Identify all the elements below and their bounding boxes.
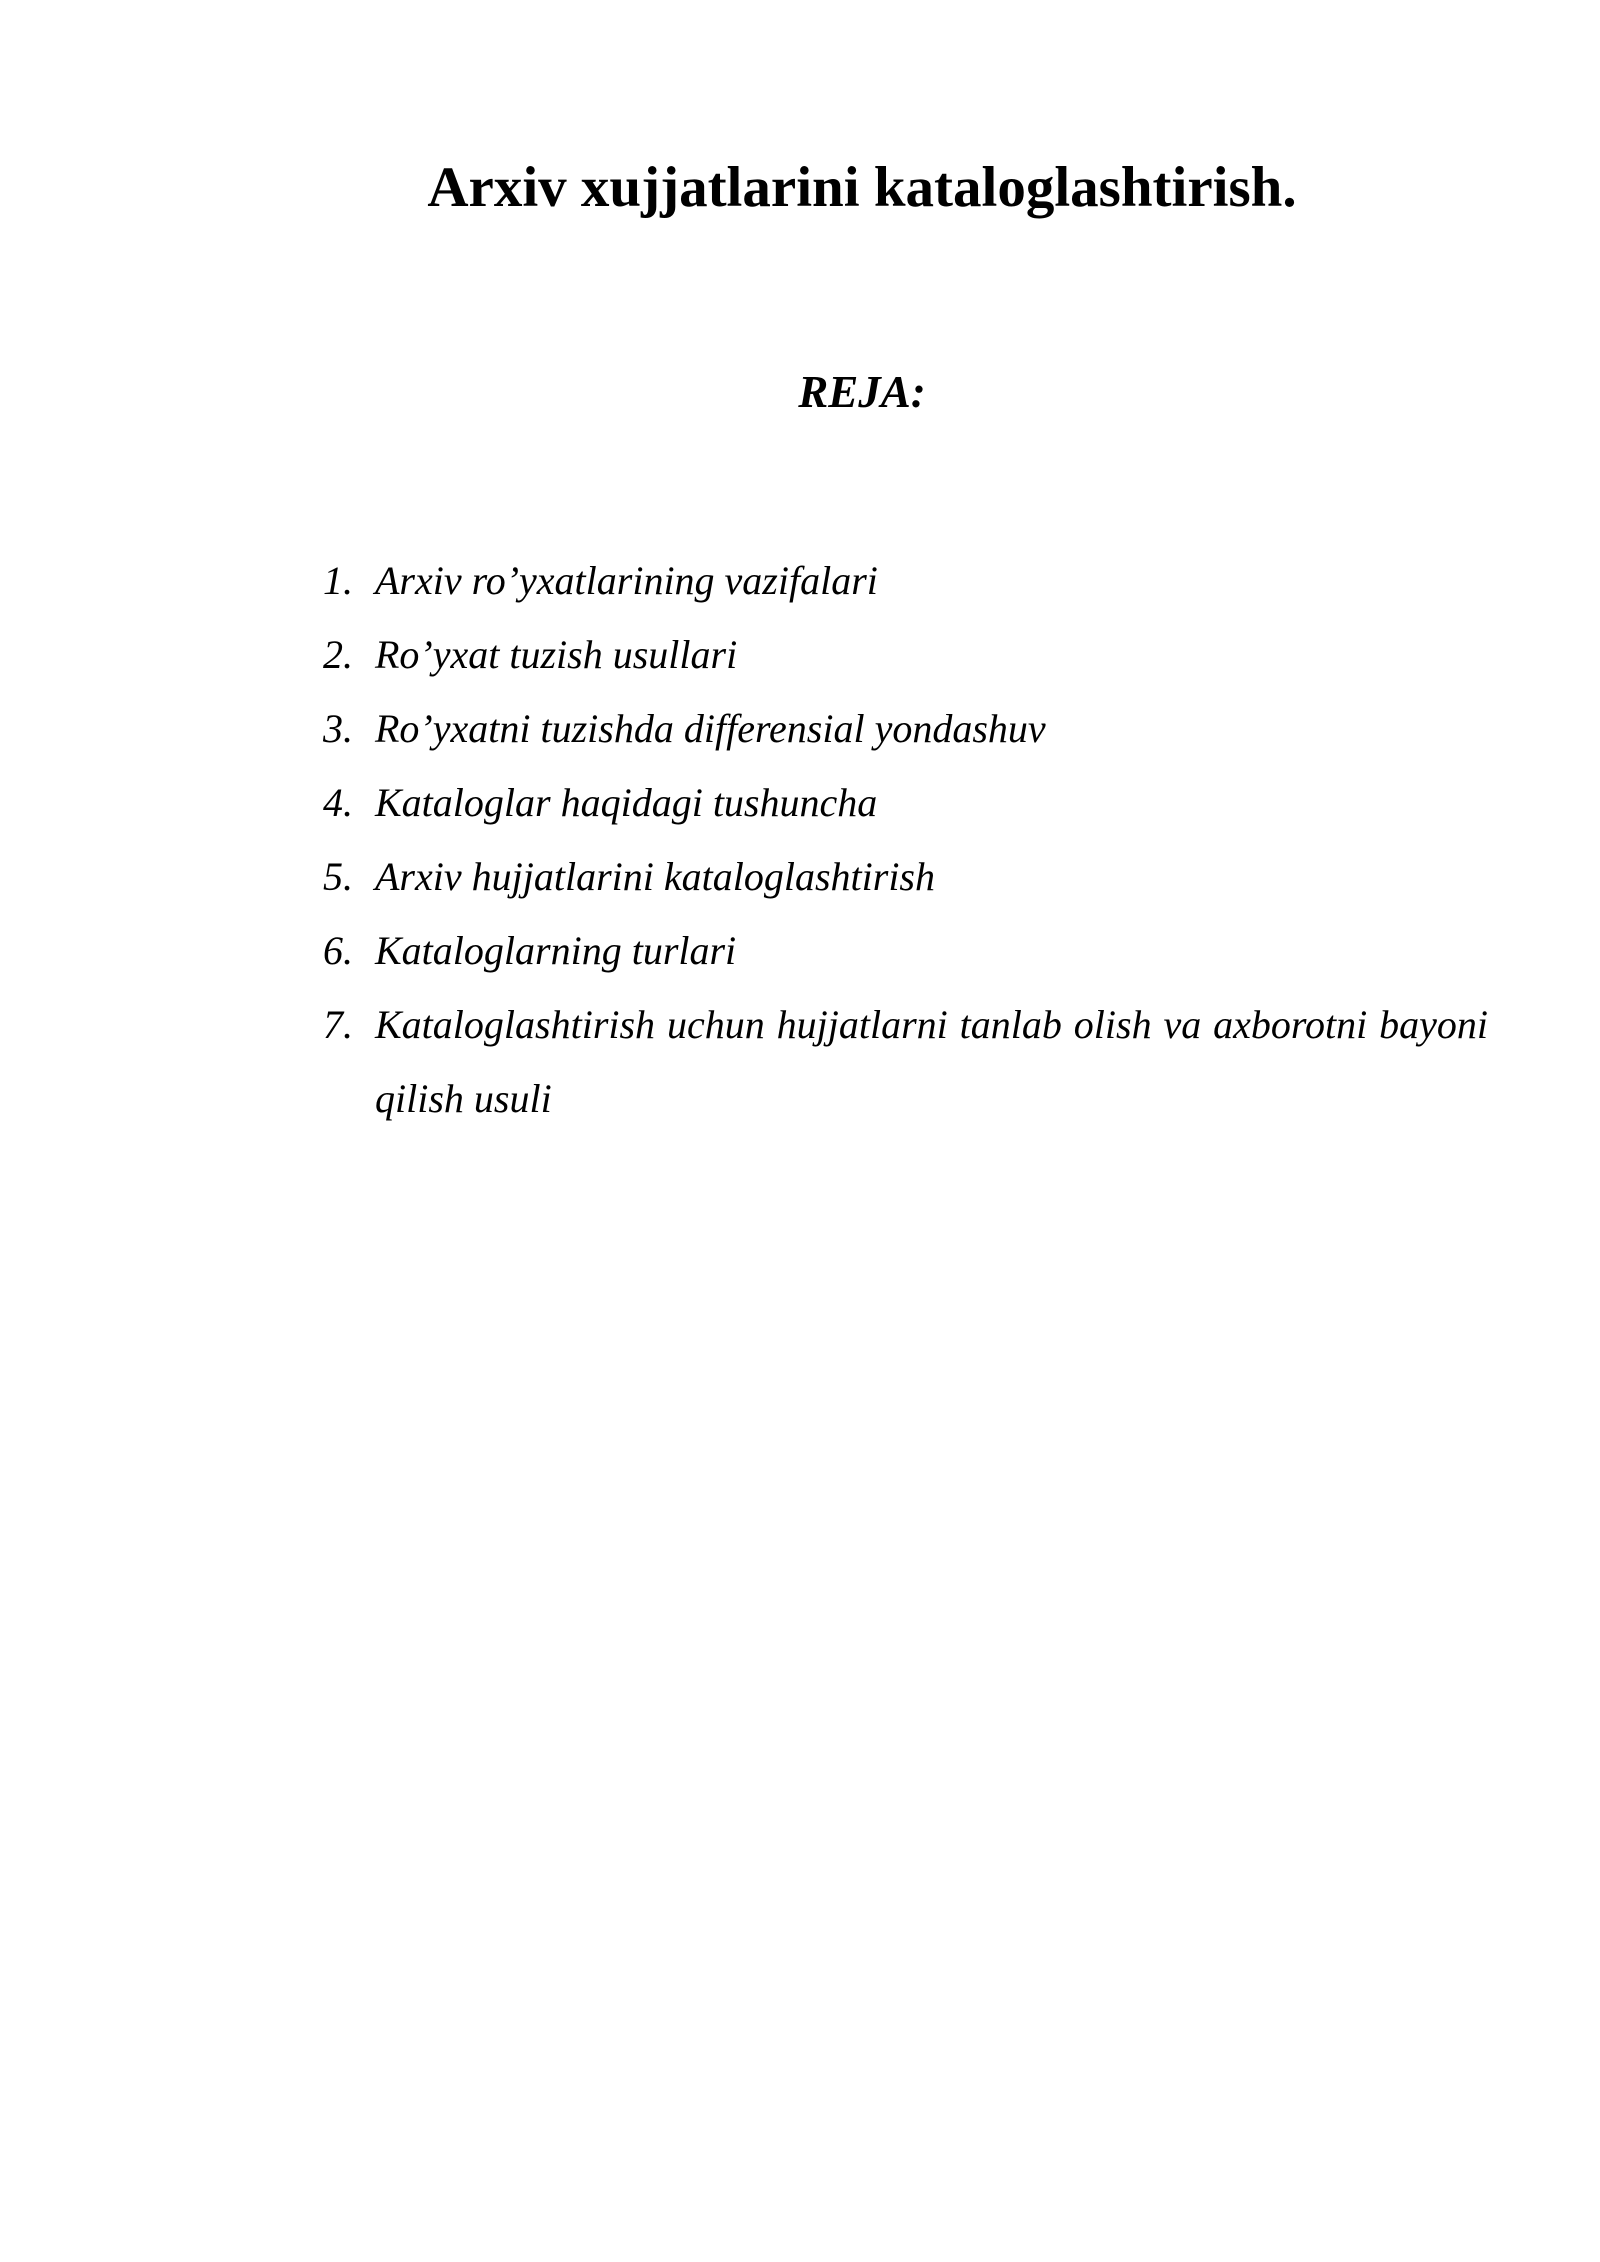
plan-item-6 [323, 914, 1488, 988]
plan-item-4 [323, 766, 1488, 840]
plan-item-7 [323, 988, 1488, 1136]
plan-item-text: Kataloglashtirish uchun hujjatlarni tanlab olish va axborotni bayoni qilish usuli [375, 1002, 1488, 1121]
plan-item-text: Ro’yxat tuzish usullari [375, 632, 738, 677]
plan-item-number: 2. [323, 632, 353, 677]
plan-item-number: 5. [323, 854, 353, 899]
plan-item-text: Kataloglarning turlari [375, 928, 737, 973]
plan-item-number: 7. [323, 1002, 353, 1047]
plan-item-text: Arxiv hujjatlarini kataloglashtirish [375, 854, 935, 899]
plan-item-2 [323, 618, 1488, 692]
plan-item-number: 3. [323, 706, 353, 751]
document-title: Arxiv xujjatlarini kataloglashtirish. [427, 156, 1297, 219]
plan-item-1 [323, 544, 1488, 618]
plan-item-number: 4. [323, 780, 353, 825]
plan-item-3 [323, 692, 1488, 766]
plan-list [323, 544, 1488, 1136]
plan-item-5 [323, 840, 1488, 914]
plan-item-text: Ro’yxatni tuzishda differensial yondashuv [375, 706, 1046, 751]
plan-item-number: 6. [323, 928, 353, 973]
plan-item-text: Arxiv ro’yxatlarining vazifalari [375, 558, 878, 603]
plan-item-text: Kataloglar haqidagi tushuncha [375, 780, 878, 825]
plan-heading: REJA: [798, 367, 926, 417]
plan-item-number: 1. [323, 558, 353, 603]
